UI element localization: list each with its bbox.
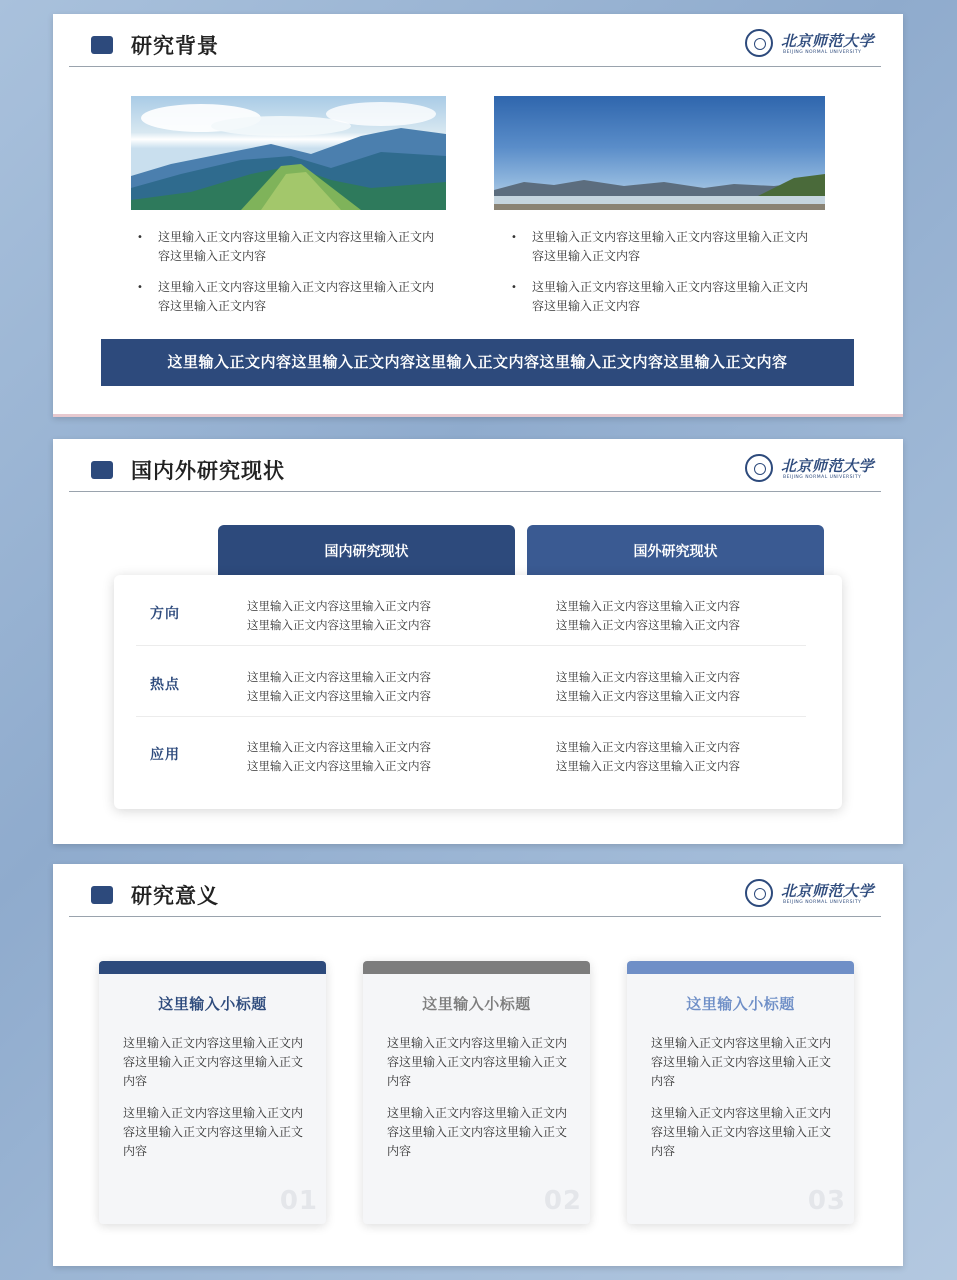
right-bullet-list <box>511 228 811 328</box>
bullet-item: • 这里输入正文内容这里输入正文内容这里输入正文内容这里输入正文内容 <box>511 278 811 316</box>
university-seal-icon <box>745 879 773 907</box>
cell-line: 这里输入正文内容这里输入正文内容 <box>247 670 431 684</box>
mountain-photo <box>131 96 446 210</box>
table-row <box>136 646 806 717</box>
card-paragraph: 这里输入正文内容这里输入正文内容这里输入正文内容这里输入正文内容 <box>651 1036 832 1088</box>
status-table <box>114 575 842 809</box>
cell-line: 这里输入正文内容这里输入正文内容 <box>247 618 431 632</box>
bullet-item: • 这里输入正文内容这里输入正文内容这里输入正文内容这里输入正文内容 <box>137 278 437 316</box>
title-divider <box>69 66 881 67</box>
card-paragraph: 这里输入正文内容这里输入正文内容这里输入正文内容这里输入正文内容 <box>387 1106 568 1158</box>
bullet-item: • 这里输入正文内容这里输入正文内容这里输入正文内容这里输入正文内容 <box>511 228 811 266</box>
title-square-icon <box>91 461 113 479</box>
university-seal-icon <box>745 454 773 482</box>
slide-title: 研究意义 <box>131 884 219 908</box>
table-row <box>136 575 806 646</box>
coast-photo <box>494 96 825 210</box>
logo-en-text: BEIJING NORMAL UNIVERSITY <box>783 475 862 480</box>
logo-en-text: BEIJING NORMAL UNIVERSITY <box>783 50 862 55</box>
card-heading: 这里输入小标题 <box>422 995 531 1013</box>
slide-title: 研究背景 <box>131 34 219 58</box>
title-square-icon <box>91 36 113 54</box>
title-divider <box>69 916 881 917</box>
cell-line: 这里输入正文内容这里输入正文内容 <box>556 618 740 632</box>
tab-foreign: 国外研究现状 <box>527 525 824 581</box>
cell-line: 这里输入正文内容这里输入正文内容 <box>556 689 740 703</box>
logo-cn-text: 北京师范大学 <box>781 457 875 475</box>
bullet-item: • 这里输入正文内容这里输入正文内容这里输入正文内容这里输入正文内容 <box>137 228 437 266</box>
title-square-icon <box>91 886 113 904</box>
significance-card <box>363 961 590 1224</box>
domestic-cell <box>247 668 497 706</box>
slide-research-significance <box>53 864 903 1266</box>
significance-card <box>627 961 854 1224</box>
slide-research-background <box>53 14 903 417</box>
card-paragraph: 这里输入正文内容这里输入正文内容这里输入正文内容这里输入正文内容 <box>123 1036 304 1088</box>
university-logo <box>745 29 873 59</box>
cell-line: 这里输入正文内容这里输入正文内容 <box>556 670 740 684</box>
foreign-cell <box>556 738 806 776</box>
university-seal-icon <box>745 29 773 57</box>
university-logo <box>745 879 873 909</box>
cell-line: 这里输入正文内容这里输入正文内容 <box>556 599 740 613</box>
card-heading: 这里输入小标题 <box>158 995 267 1013</box>
card-paragraph: 这里输入正文内容这里输入正文内容这里输入正文内容这里输入正文内容 <box>651 1106 832 1158</box>
card-accent-bar <box>363 961 590 974</box>
university-logo <box>745 454 873 484</box>
domestic-cell <box>247 738 497 776</box>
slide-title: 国内外研究现状 <box>131 459 285 483</box>
cell-line: 这里输入正文内容这里输入正文内容 <box>247 740 431 754</box>
cell-line: 这里输入正文内容这里输入正文内容 <box>556 740 740 754</box>
domestic-cell <box>247 597 497 635</box>
foreign-cell <box>556 668 806 706</box>
logo-cn-text: 北京师范大学 <box>781 882 875 900</box>
logo-en-text: BEIJING NORMAL UNIVERSITY <box>783 900 862 905</box>
card-number: 03 <box>807 1186 846 1216</box>
row-label: 热点 <box>150 677 180 693</box>
cell-line: 这里输入正文内容这里输入正文内容 <box>556 759 740 773</box>
row-label: 应用 <box>150 747 180 763</box>
left-bullet-list <box>137 228 437 328</box>
foreign-cell <box>556 597 806 635</box>
card-paragraph: 这里输入正文内容这里输入正文内容这里输入正文内容这里输入正文内容 <box>123 1106 304 1158</box>
logo-cn-text: 北京师范大学 <box>781 32 875 50</box>
card-heading: 这里输入小标题 <box>686 995 795 1013</box>
title-divider <box>69 491 881 492</box>
card-accent-bar <box>627 961 854 974</box>
row-label: 方向 <box>150 606 180 622</box>
tab-domestic: 国内研究现状 <box>218 525 515 581</box>
cell-line: 这里输入正文内容这里输入正文内容 <box>247 599 431 613</box>
cell-line: 这里输入正文内容这里输入正文内容 <box>247 689 431 703</box>
card-number: 01 <box>279 1186 318 1216</box>
summary-banner: 这里输入正文内容这里输入正文内容这里输入正文内容这里输入正文内容这里输入正文内容 <box>101 339 854 386</box>
card-number: 02 <box>543 1186 582 1216</box>
card-paragraph: 这里输入正文内容这里输入正文内容这里输入正文内容这里输入正文内容 <box>387 1036 568 1088</box>
slide-research-status <box>53 439 903 844</box>
significance-card <box>99 961 326 1224</box>
cell-line: 这里输入正文内容这里输入正文内容 <box>247 759 431 773</box>
table-row <box>136 716 806 786</box>
card-accent-bar <box>99 961 326 974</box>
